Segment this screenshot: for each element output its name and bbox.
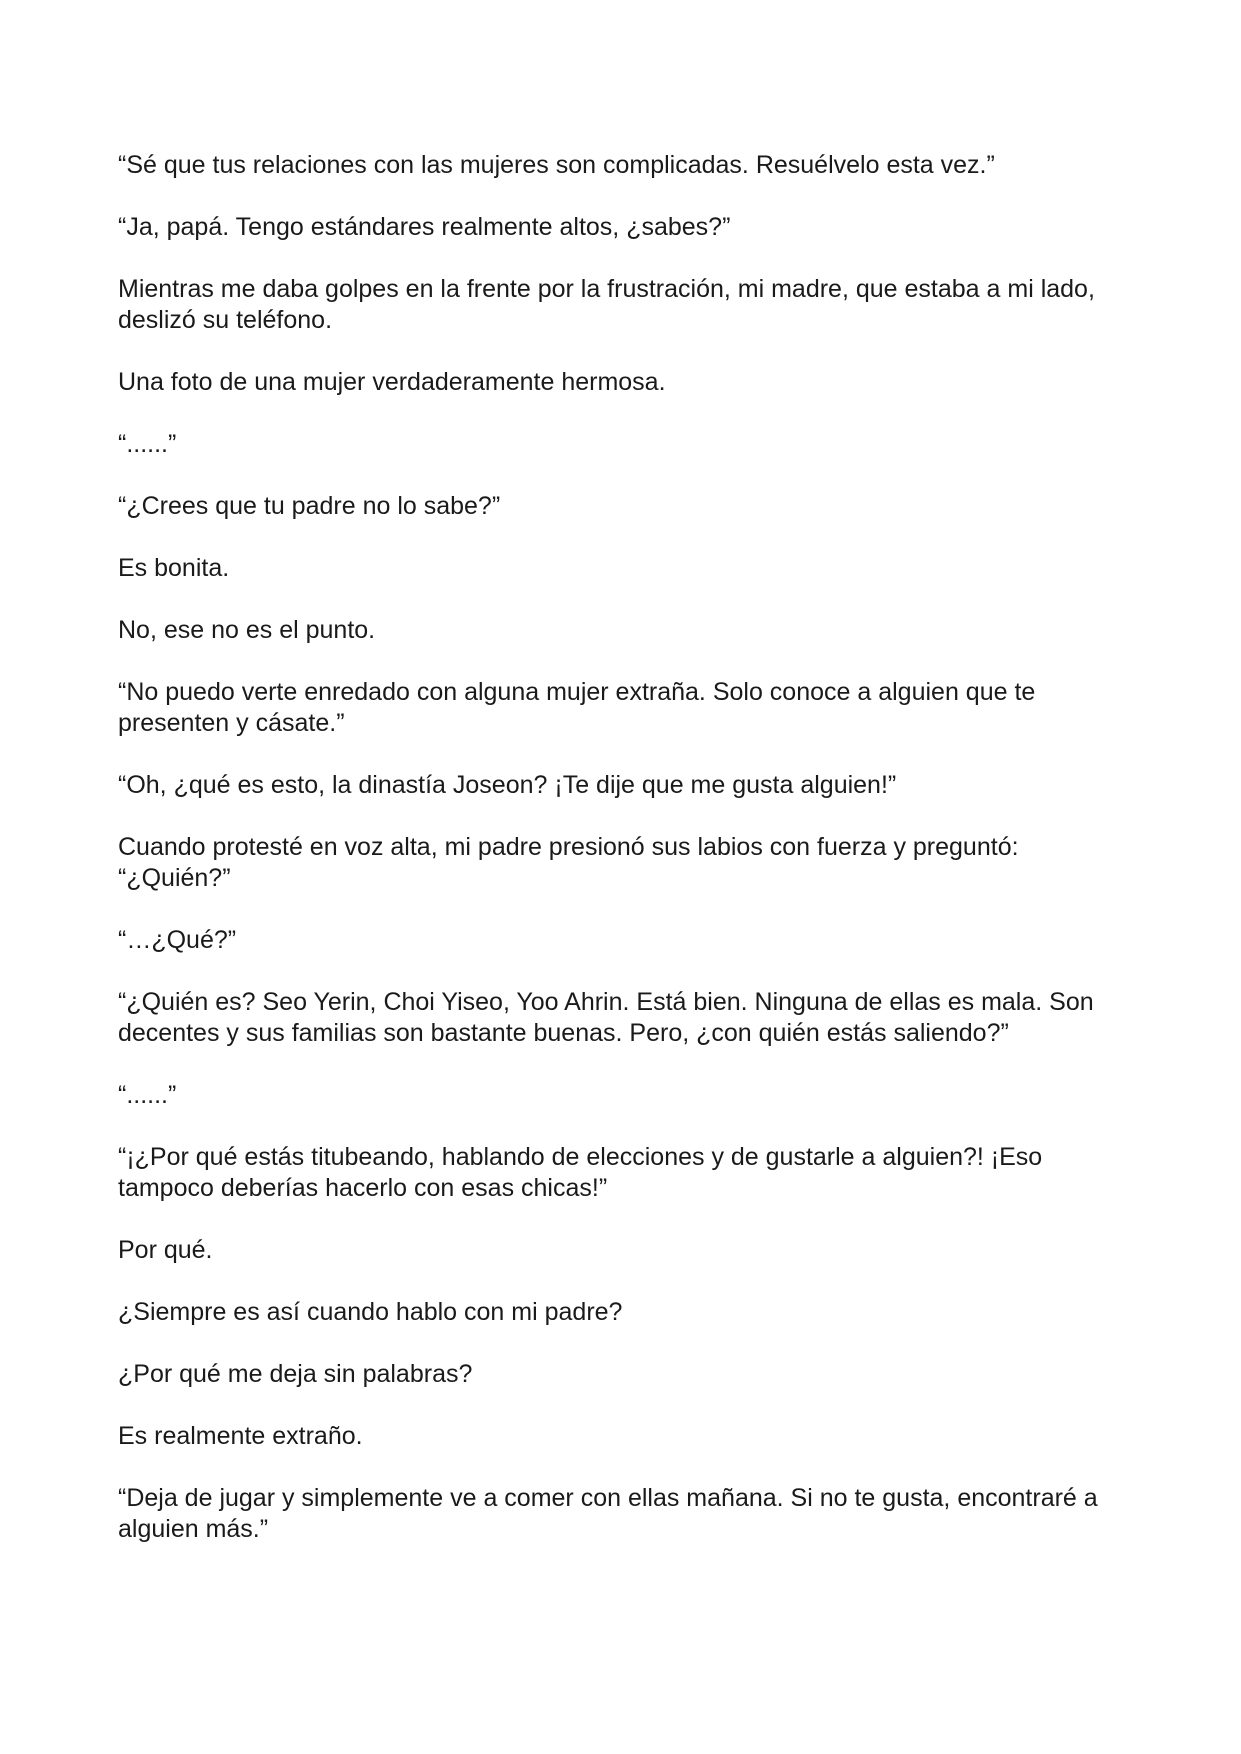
paragraph: ¿Por qué me deja sin palabras?: [118, 1360, 473, 1388]
paragraph: ¿Siempre es así cuando hablo con mi padre?: [118, 1298, 623, 1326]
paragraph: Es realmente extraño.: [118, 1422, 363, 1450]
paragraph: No, ese no es el punto.: [118, 616, 376, 644]
paragraph: “¿Crees que tu padre no lo sabe?”: [118, 492, 501, 520]
paragraph: “Ja, papá. Tengo estándares realmente altos, ¿sabes?”: [118, 213, 731, 241]
paragraph: “¿Quién es? Seo Yerin, Choi Yiseo, Yoo Ahrin. Está bien. Ninguna de ellas es mala. Son decentes y sus familias son bastante buenas. Pero, ¿con quién estás saliendo?”: [118, 988, 1094, 1047]
paragraph: “......”: [118, 1081, 177, 1109]
paragraph: “Oh, ¿qué es esto, la dinastía Joseon? ¡Te dije que me gusta alguien!”: [118, 771, 897, 799]
paragraph: Una foto de una mujer verdaderamente hermosa.: [118, 368, 666, 396]
paragraph: “¡¿Por qué estás titubeando, hablando de elecciones y de gustarle a alguien?! ¡Eso tampoco deberías hacerlo con esas chicas!”: [118, 1143, 1043, 1202]
paragraph: “Deja de jugar y simplemente ve a comer con ellas mañana. Si no te gusta, encontraré a alguien más.”: [118, 1484, 1098, 1543]
paragraph: Mientras me daba golpes en la frente por la frustración, mi madre, que estaba a mi lado, deslizó su teléfono.: [118, 275, 1095, 334]
paragraph: “No puedo verte enredado con alguna mujer extraña. Solo conoce a alguien que te presenten y cásate.”: [118, 678, 1036, 737]
paragraph: Es bonita.: [118, 554, 230, 582]
paragraph: “......”: [118, 430, 177, 458]
paragraph: Por qué.: [118, 1236, 213, 1264]
paragraph: “Sé que tus relaciones con las mujeres son complicadas. Resuélvelo esta vez.”: [118, 151, 995, 179]
paragraph: Cuando protesté en voz alta, mi padre presionó sus labios con fuerza y preguntó: “¿Quién?”: [118, 833, 1019, 892]
paragraph: “…¿Qué?”: [118, 926, 237, 954]
document-body: [118, 150, 1128, 1576]
